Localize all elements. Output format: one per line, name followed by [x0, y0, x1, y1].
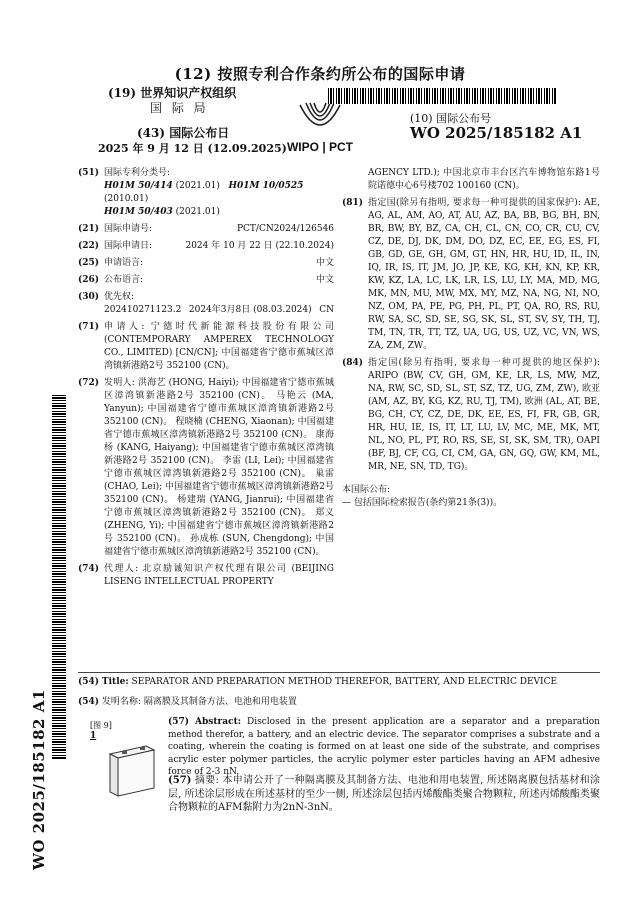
pub-lang-row: (26) 公布语言: 中文: [78, 275, 334, 285]
priority-label: 优先权:: [104, 292, 135, 302]
pub-number: WO 2025/185182 A1: [410, 124, 583, 142]
title-en: (54) Title: SEPARATOR AND PREPARATION METHOD THEREFOR, BATTERY, AND ELECTRIC DEVICE: [78, 677, 558, 687]
divider: [78, 672, 600, 673]
pub-lang-value: 中文: [315, 275, 334, 285]
agent-text: 代理人: 北京励诚知识产权代理有限公司 (BEIJING LISENG INTELLECTUAL PROPERTY: [104, 564, 334, 587]
ipc-label: 国际专利分类号:: [104, 168, 171, 178]
states84-text: 指定国(除另有指明, 要求每一种可提供的地区保护): ARIPO (BW, CV, GH, GM, KE, LR, LS, MW, MZ, NA, RW, SC, SD, SL, ST, SZ, TZ, UG, ZM, ZW), 欧亚 (AM, AZ, BY, KG, KZ, RU, TJ, TM), 欧洲 (AL, AT, BE, BG, CH, CY, CZ, DE, DK, EE, ES, FI, FR, GB, GR, HR, HU, IE, IS, IT, LT, LU, LV, MC, ME, MK, MT, NL, NO, PL, PT, RO, RS, SE, SI, SK, SM, TR), OAPI (BF, BJ, CF, CG, CI, CM, GA, GN, GQ, GW, KM, ML, MR, NE, SN, TD, TG)。: [368, 358, 600, 472]
filing-label: 国际申请日:: [104, 241, 153, 251]
document-title: (12) 按照专利合作条约所公布的国际申请: [174, 65, 466, 83]
pub-lang-label: 公布语言:: [104, 275, 144, 285]
title-zh: (54) 发明名称: 隔离膜及其制备方法、电池和用电装置: [78, 697, 297, 707]
agent-row: (74) 代理人: 北京励诚知识产权代理有限公司 (BEIJING LISENG INTELLECTUAL PROPERTY: [78, 564, 334, 587]
priority-row: (30) 优先权: 202410271123.2 2024年3月8日 (08.03.2024) CN: [78, 292, 334, 315]
filing-lang-row: (25) 申请语言: 中文: [78, 258, 334, 268]
org-name: (19) 世界知识产权组织: [108, 86, 237, 100]
barcode-top: [328, 88, 556, 104]
field-num: (51): [78, 168, 100, 178]
applicant-text: 申请人: 宁德时代新能源科技股份有限公司 (CONTEMPORARY AMPEREX TECHNOLOGY CO., LIMITED) [CN/CN]; 中国福建省宁德市蕉城区漳湾镇新港路2号 352100 (CN)。: [104, 322, 334, 371]
agent-cont-row: [342, 167, 600, 193]
designated-states-81: (81) 指定国(除另有指明, 要求每一种可提供的国家保护): AE, AG, AL, AM, AO, AT, AU, AZ, BA, BB, BG, BH, BN, BR, BW, BY, BZ, CA, CH, CL, CN, CO, CR, CU, CV, CZ, DE, DJ, DK, DM, DO, DZ, EC, EE, EG, ES, FI, GB, GD, GE, GH, GM, GT, HN, HR, HU, ID, IL, IN, IQ, IR, IS, IT, JM, JO, JP, KE, KG, KH, KN, KP, KR, KW, KZ, LA, LC, LK, LR, LS, LU, LY, MA, MD, MG, MK, MN, MU, MW, MX, MY, MZ, NA, NG, NI, NO, NZ, OM, PA, PE, PG, PH, PL, PT, QA, RO, RS, RU, RW, SA, SC, SD, SE, SG, SK, SL, ST, SV, SY, TH, TJ, TM, TN, TR, TT, TZ, UA, UG, US, UZ, VC, VN, WS, ZA, ZM, ZW。: [342, 198, 600, 351]
figure-label: [图 9]: [90, 721, 112, 730]
appno-label: 国际申请号:: [104, 224, 153, 234]
filing-date-row: (22) 国际申请日: 2024 年 10 月 22 日 (22.10.2024): [78, 241, 334, 251]
battery-figure: [102, 740, 158, 800]
abstract-zh: (57) 摘要: 本申请公开了一种隔离膜及其制备方法、电池和用电装置, 所述隔离膜包括基材和涂层, 所述涂层形成在所述基材的至少一侧, 所述涂层包括丙烯酸酯类聚合物颗粒, 所述丙烯酸酯类聚合物颗粒的AFM黏附力为2nN-3nN。: [168, 775, 600, 813]
ipc-line1: H01M 50/414 (2021.01) H01M 10/0525 (2010.01): [104, 181, 304, 204]
figure-number: 1: [90, 731, 97, 741]
filing-lang-label: 申请语言:: [104, 258, 144, 268]
inventors-text: 发明人: 洪海艺 (HONG, Haiyi); 中国福建省宁德市蕉城区漳湾镇新港路2号 352100 (CN)。 马艳云 (MA, Yanyun); 中国福建省宁德市蕉城区漳湾镇新港路2号 352100 (CN)。 程晓楠 (CHENG, Xiaonan); 中国福建省宁德市蕉城区漳湾镇新港路2号 352100 (CN)。 康海杨 (KANG, Haiyang); 中国福建省宁德市蕉城区漳湾镇新港路2号 352100 (CN)。 李雷 (LI, Lei); 中国福建省宁德市蕉城区漳湾镇新港路2号 352100 (CN)。 巢雷 (CHAO, Lei); 中国福建省宁德市蕉城区漳湾镇新港路2号 352100 (CN)。 杨建瑞 (YANG, Jianrui); 中国福建省宁德市蕉城区漳湾镇新港路2号 352100 (CN)。 郑义 (ZHENG, Yi); 中国福建省宁德市蕉城区漳湾镇新港路2号 352100 (CN)。 孙成栋 (SUN, Chengdong); 中国福建省宁德市蕉城区漳湾镇新港路2号 352100 (CN)。: [104, 378, 334, 557]
filing-lang-value: 中文: [315, 258, 334, 268]
abstract-en: (57) Abstract: Disclosed in the present application are a separator and a preparation method therefor, a battery, and an electric device. The separator comprises a substrate and a coating, wherein the coating is formed on at least one side of the substrate, and comprises acrylic ester polymer particles, the acrylic polymer ester particles having an AFM adhesive force of 2-3 nN.: [168, 717, 600, 777]
appno-row: (21) 国际申请号: PCT/CN2024/126546: [78, 224, 334, 234]
agent-cont-text: AGENCY LTD.); 中国北京市丰台区汽车博物馆东路1号院诺德中心6号楼702 100160 (CN)。: [368, 168, 600, 191]
filing-value: 2024 年 10 月 22 日 (22.10.2024): [185, 241, 334, 251]
published-label: 本国际公布:: [342, 485, 391, 495]
pub-date: 2025 年 9 月 12 日 (12.09.2025): [98, 142, 287, 155]
wipo-pct-logo: [270, 97, 370, 155]
appno-value: PCT/CN2024/126546: [236, 224, 334, 234]
states81-text: 指定国(除另有指明, 要求每一种可提供的国家保护): AE, AG, AL, AM, AO, AT, AU, AZ, BA, BB, BG, BH, BN, BR, BW, BY, BZ, CA, CH, CL, CN, CO, CR, CU, CV, CZ, DE, DJ, DK, DM, DO, DZ, EC, EE, EG, ES, FI, GB, GD, GE, GH, GM, GT, HN, HR, HU, ID, IL, IN, IQ, IR, IS, IT, JM, JO, JP, KE, KG, KH, KN, KP, KR, KW, KZ, LA, LC, LK, LR, LS, LU, LY, MA, MD, MG, MK, MN, MU, MW, MX, MY, MZ, NA, NG, NI, NO, NZ, OM, PA, PE, PG, PH, PL, PT, QA, RO, RS, RU, RW, SA, SC, SD, SE, SG, SK, SL, ST, SV, SY, TH, TJ, TM, TN, TR, TT, TZ, UA, UG, US, UZ, VC, VN, WS, ZA, ZM, ZW。: [368, 198, 600, 351]
barcode-side: [52, 395, 66, 760]
inventors-row: (72) 发明人: 洪海艺 (HONG, Haiyi); 中国福建省宁德市蕉城区漳湾镇新港路2号 352100 (CN)。 马艳云 (MA, Yanyun); 中国福建省宁德市蕉城区漳湾镇新港路2号 352100 (CN)。 程晓楠 (CHENG, Xiaonan); 中国福建省宁德市蕉城区漳湾镇新港路2号 352100 (CN)。 康海杨 (KANG, Haiyang); 中国福建省宁德市蕉城区漳湾镇新港路2号 352100 (CN)。 李雷 (LI, Lei); 中国福建省宁德市蕉城区漳湾镇新港路2号 352100 (CN)。 巢雷 (CHAO, Lei); 中国福建省宁德市蕉城区漳湾镇新港路2号 352100 (CN)。 杨建瑞 (YANG, Jianrui); 中国福建省宁德市蕉城区漳湾镇新港路2号 352100 (CN)。 郑义 (ZHENG, Yi); 中国福建省宁德市蕉城区漳湾镇新港路2号 352100 (CN)。 孙成栋 (SUN, Chengdong); 中国福建省宁德市蕉城区漳湾镇新港路2号 352100 (CN)。: [78, 378, 334, 557]
side-pub-number: WO 2025/185182 A1: [30, 689, 48, 870]
pub-date-label: (43) 国际公布日: [137, 126, 230, 140]
published-item: — 包括国际检索报告(条约第21条(3))。: [342, 498, 503, 508]
bibliographic-left: [78, 167, 334, 593]
ipc-row: [78, 167, 334, 219]
ipc-line2: H01M 50/403 (2021.01): [104, 207, 220, 217]
designated-states-84: (84) 指定国(除另有指明, 要求每一种可提供的地区保护): ARIPO (BW, CV, GH, GM, KE, LR, LS, MW, MZ, NA, RW, SC, SD, SL, ST, SZ, TZ, UG, ZM, ZW), 欧亚 (AM, AZ, BY, KG, KZ, RU, TJ, TM), 欧洲 (AL, AT, BE, BG, CH, CY, CZ, DE, DK, EE, ES, FI, FR, GB, GR, HR, HU, IE, IS, IT, LT, LU, LV, MC, ME, MK, MT, NL, NO, PL, PT, RO, RS, SE, SI, SK, SM, TR), OAPI (BF, BJ, CF, CG, CI, CM, GA, GN, GQ, GW, KM, ML, MR, NE, SN, TD, TG)。: [342, 358, 600, 472]
pub-no-label: (10) 国际公布号: [410, 112, 492, 125]
bibliographic-right: [342, 167, 600, 510]
applicant-row: (71) 申请人: 宁德时代新能源科技股份有限公司 (CONTEMPORARY AMPEREX TECHNOLOGY CO., LIMITED) [CN/CN]; 中国福建省宁德市蕉城区漳湾镇新港路2号 352100 (CN)。: [78, 322, 334, 371]
logo-text: WIPO | PCT: [286, 140, 354, 154]
priority-entry: 202410271123.2 2024年3月8日 (08.03.2024) CN: [104, 305, 334, 315]
org-bureau: 国 际 局: [150, 101, 209, 115]
